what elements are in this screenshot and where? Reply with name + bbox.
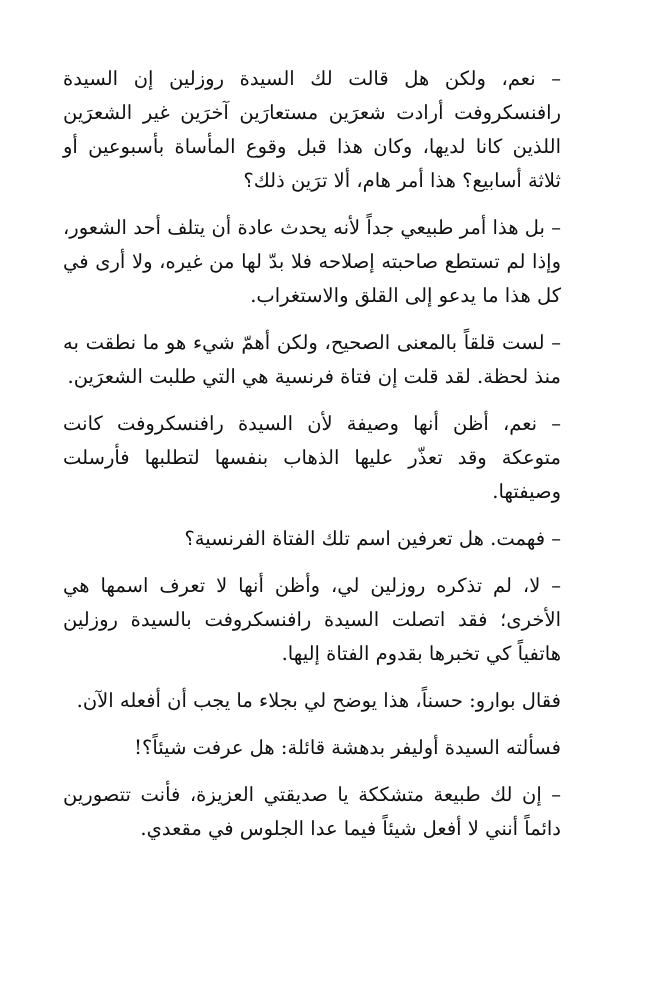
paragraph-8: فسألته السيدة أوليفر بدهشة قائلة: هل عرفت شيئاً؟! [134,736,561,759]
paragraph-7: فقال بوارو: حسناً، هذا يوضح لي بجلاء ما يجب أن أفعله الآن. [76,689,561,712]
paragraph-2: – بل هذا أمر طبيعي جداً لأنه يحدث عادة أن يتلف أحد الشعور، وإذا لم تستطع صاحبته إصلاحه فلا بدّ لها من غيره، ولا أرى في كل هذا ما يدعو إلى القلق والاستغراب. [63,216,561,307]
paragraph-9: – إن لك طبيعة متشككة يا صديقتي العزيزة، فأنت تتصورين دائماً أنني لا أفعل شيئاً فيما عدا الجلوس في مقعدي. [63,783,561,840]
paragraph-4: – نعم، أظن أنها وصيفة لأن السيدة رافنسكروفت كانت متوعكة وقد تعذّر عليها الذهاب بنفسها لتطلبها فأرسلت وصيفتها. [63,412,561,503]
paragraph-5: – فهمت. هل تعرفين اسم تلك الفتاة الفرنسية؟ [184,527,561,550]
paragraph-3: – لست قلقاً بالمعنى الصحيح، ولكن أهمّ شيء هو ما نطقت به منذ لحظة. لقد قلت إن فتاة فرنسية هي التي طلبت الشعرَين. [63,331,561,388]
paragraph-1: – نعم، ولكن هل قالت لك السيدة روزلين إن السيدة رافنسكروفت أرادت شعرَين مستعارَين آخرَين غير الشعرَين اللذين كانا لديها، وكان هذا قبل وقوع المأساة بأسبوعين أو ثلاثة أسابيع؟ هذا أمر هام، ألا ترَين ذلك؟ [63,67,561,192]
book-page [63,62,583,859]
paragraph-6: – لا، لم تذكره روزلين لي، وأظن أنها لا تعرف اسمها هي الأخرى؛ فقد اتصلت السيدة رافنسكروفت بالسيدة روزلين هاتفياً كي تخبرها بقدوم الفتاة إليها. [63,574,561,665]
